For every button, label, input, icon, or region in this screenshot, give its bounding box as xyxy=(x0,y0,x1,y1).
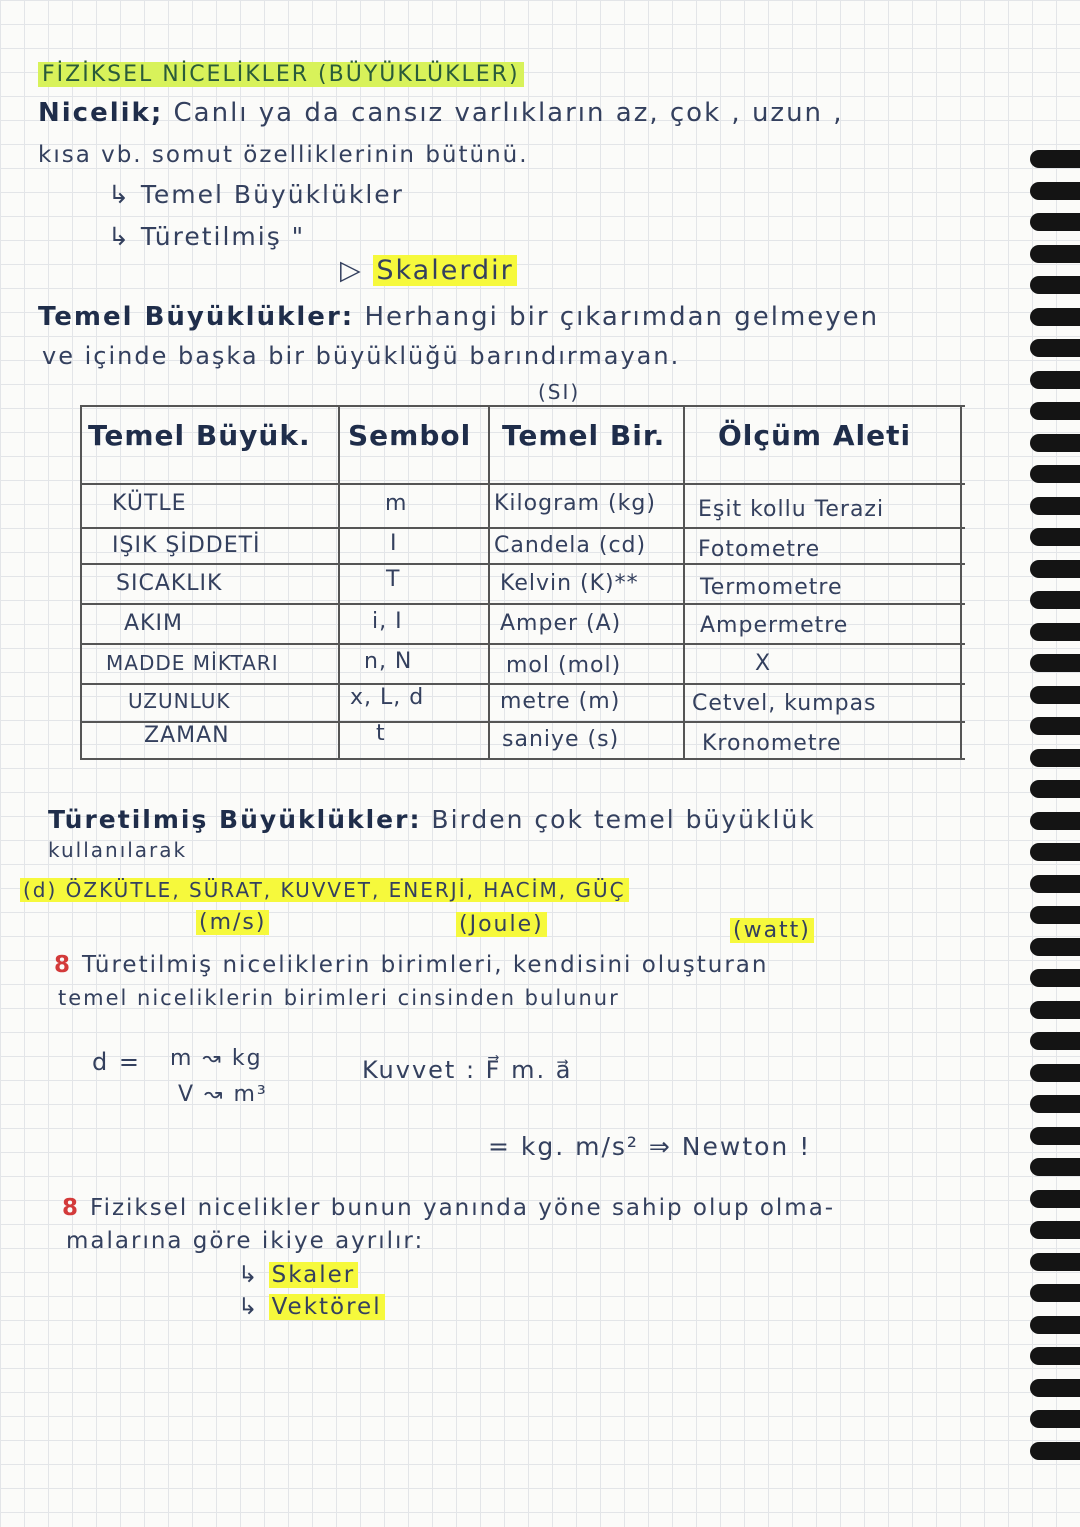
spiral-ring xyxy=(1030,308,1080,326)
row-instrument: X xyxy=(755,651,772,676)
row-unit: mol (mol) xyxy=(506,653,622,678)
arrow-icon: ▷ xyxy=(340,255,374,286)
spiral-ring xyxy=(1030,276,1080,294)
note1-text: Türetilmiş niceliklerin birimleri, kendisini oluşturan xyxy=(82,952,769,978)
arrow-icon: ↳ xyxy=(238,1294,269,1320)
row-unit: Candela (cd) xyxy=(494,533,647,558)
row-instrument: Termometre xyxy=(700,575,843,600)
spiral-ring xyxy=(1030,371,1080,389)
unit-enerji xyxy=(456,912,547,937)
final-item-skaler xyxy=(238,1262,358,1288)
unit-guc-text: (watt) xyxy=(730,918,814,943)
spiral-ring xyxy=(1030,1032,1080,1050)
temel-term: Temel Büyüklükler: xyxy=(38,302,355,332)
row-quantity: KÜTLE xyxy=(112,491,187,516)
turetilmis-def1: Birden çok temel büyüklük xyxy=(431,805,816,834)
row-unit: Kilogram (kg) xyxy=(494,491,656,516)
spiral-ring xyxy=(1030,875,1080,893)
spiral-ring xyxy=(1030,150,1080,168)
spiral-ring xyxy=(1030,497,1080,515)
formula-d-top: m ↝ kg xyxy=(170,1046,263,1071)
table-header-symbol: Sembol xyxy=(348,419,472,452)
spiral-ring xyxy=(1030,528,1080,546)
row-symbol: n, N xyxy=(364,649,413,674)
spiral-ring xyxy=(1030,402,1080,420)
unit-enerji-text: (Joule) xyxy=(456,912,547,937)
row-symbol: x, L, d xyxy=(350,685,425,710)
row-unit: saniye (s) xyxy=(502,727,620,752)
row-instrument: Eşit kollu Terazi xyxy=(698,497,885,522)
spiral-ring xyxy=(1030,1379,1080,1397)
derived-list-text: (d) ÖZKÜTLE, SÜRAT, KUVVET, ENERJİ, HACİM, GÜÇ xyxy=(20,878,629,902)
warning-mark-icon: 8 xyxy=(62,1195,91,1221)
spiral-ring xyxy=(1030,969,1080,987)
spiral-ring xyxy=(1030,1410,1080,1428)
spiral-binding xyxy=(1020,150,1080,1470)
spiral-ring xyxy=(1030,1158,1080,1176)
spiral-ring xyxy=(1030,749,1080,767)
arrow-icon: ↳ xyxy=(238,1262,269,1288)
formula-result: = kg. m/s² ⇒ Newton ! xyxy=(488,1132,812,1161)
nicelik-line1 xyxy=(38,98,844,128)
nicelik-def1: Canlı ya da cansız varlıkların az, çok , uzun , xyxy=(173,98,844,128)
nicelik-item-1: ↳ Temel Büyüklükler xyxy=(108,180,404,209)
row-quantity: SICAKLIK xyxy=(116,571,223,596)
spiral-ring xyxy=(1030,623,1080,641)
spiral-ring xyxy=(1030,213,1080,231)
final-line2: malarına göre ikiye ayrılır: xyxy=(66,1228,425,1254)
spiral-ring xyxy=(1030,1442,1080,1460)
unit-surat xyxy=(196,910,269,935)
spiral-ring xyxy=(1030,654,1080,672)
row-instrument: Fotometre xyxy=(698,537,821,562)
row-unit: metre (m) xyxy=(500,689,621,714)
spiral-ring xyxy=(1030,1001,1080,1019)
formula-d-left: d = xyxy=(92,1048,141,1076)
formula-kuvvet: Kuvvet : F⃗ m. a⃗ xyxy=(362,1056,573,1084)
row-instrument: Kronometre xyxy=(702,731,842,756)
spiral-ring xyxy=(1030,1316,1080,1334)
vektorel-text: Vektörel xyxy=(269,1294,385,1320)
spiral-ring xyxy=(1030,780,1080,798)
unit-guc xyxy=(730,918,814,943)
row-quantity: AKIM xyxy=(124,611,183,636)
units-table xyxy=(80,405,965,760)
final-line1-text: Fiziksel nicelikler bunun yanında yöne sahip olup olma- xyxy=(90,1195,836,1221)
temel-def1: Herhangi bir çıkarımdan gelmeyen xyxy=(364,302,880,332)
spiral-ring xyxy=(1030,465,1080,483)
nicelik-item-2: ↳ Türetilmiş " xyxy=(108,222,306,251)
nicelik-line2: kısa vb. somut özelliklerinin bütünü. xyxy=(38,142,529,168)
row-symbol: i, I xyxy=(372,609,403,634)
temel-line1 xyxy=(38,302,879,332)
row-instrument: Cetvel, kumpas xyxy=(692,691,877,716)
spiral-ring xyxy=(1030,245,1080,263)
spiral-ring xyxy=(1030,906,1080,924)
spiral-ring xyxy=(1030,686,1080,704)
turetilmis-term: Türetilmiş Büyüklükler: xyxy=(48,805,422,834)
spiral-ring xyxy=(1030,339,1080,357)
spiral-ring xyxy=(1030,434,1080,452)
table-header-quantity: Temel Büyük. xyxy=(88,419,311,452)
final-line1 xyxy=(62,1195,835,1221)
formula-d-bottom: V ↝ m³ xyxy=(178,1082,268,1107)
row-quantity: ZAMAN xyxy=(144,723,230,748)
spiral-ring xyxy=(1030,1221,1080,1239)
spiral-ring xyxy=(1030,1064,1080,1082)
row-symbol: t xyxy=(376,721,386,746)
spiral-ring xyxy=(1030,717,1080,735)
final-item-vektorel xyxy=(238,1294,385,1320)
note-line2: temel niceliklerin birimleri cinsinden bulunur xyxy=(58,986,620,1010)
row-symbol: T xyxy=(386,567,401,592)
arrow-icon: ↳ xyxy=(108,222,141,251)
row-quantity: IŞIK ŞİDDETİ xyxy=(112,533,261,558)
table-header-unit: Temel Bir. xyxy=(502,419,666,452)
spiral-ring xyxy=(1030,560,1080,578)
row-symbol: m xyxy=(385,491,408,516)
spiral-ring xyxy=(1030,1284,1080,1302)
spiral-ring xyxy=(1030,1190,1080,1208)
row-instrument: Ampermetre xyxy=(700,613,849,638)
row-symbol: I xyxy=(390,531,398,556)
spiral-ring xyxy=(1030,812,1080,830)
row-unit: Amper (A) xyxy=(500,611,622,636)
title-text: FİZİKSEL NİCELİKLER (BÜYÜKLÜKLER) xyxy=(38,62,524,87)
table-header-instrument: Ölçüm Aleti xyxy=(718,419,912,452)
row-quantity: UZUNLUK xyxy=(128,689,231,713)
spiral-ring xyxy=(1030,182,1080,200)
spiral-ring xyxy=(1030,843,1080,861)
temel-line2: ve içinde başka bir büyüklüğü barındırmayan. xyxy=(42,342,681,370)
spiral-ring xyxy=(1030,1253,1080,1271)
page-title xyxy=(38,62,524,87)
row-quantity: MADDE MİKTARI xyxy=(106,651,279,675)
turetilmis-line1 xyxy=(48,805,816,834)
spiral-ring xyxy=(1030,591,1080,609)
skaler-note xyxy=(340,255,517,286)
spiral-ring xyxy=(1030,1095,1080,1113)
skaler-text: Skaler xyxy=(269,1262,359,1288)
derived-list xyxy=(20,878,629,902)
spiral-ring xyxy=(1030,938,1080,956)
nicelik-term: Nicelik; xyxy=(38,98,164,128)
spiral-ring xyxy=(1030,1127,1080,1145)
unit-surat-text: (m/s) xyxy=(196,910,269,935)
spiral-ring xyxy=(1030,1347,1080,1365)
skaler-note-text: Skalerdir xyxy=(373,255,516,286)
turetilmis-line2: kullanılarak xyxy=(48,838,188,862)
arrow-icon: ↳ xyxy=(108,180,141,209)
warning-mark-icon: 8 xyxy=(54,952,83,978)
row-unit: Kelvin (K)** xyxy=(500,571,639,596)
si-label: (SI) xyxy=(538,380,581,404)
note-line1 xyxy=(54,952,768,978)
